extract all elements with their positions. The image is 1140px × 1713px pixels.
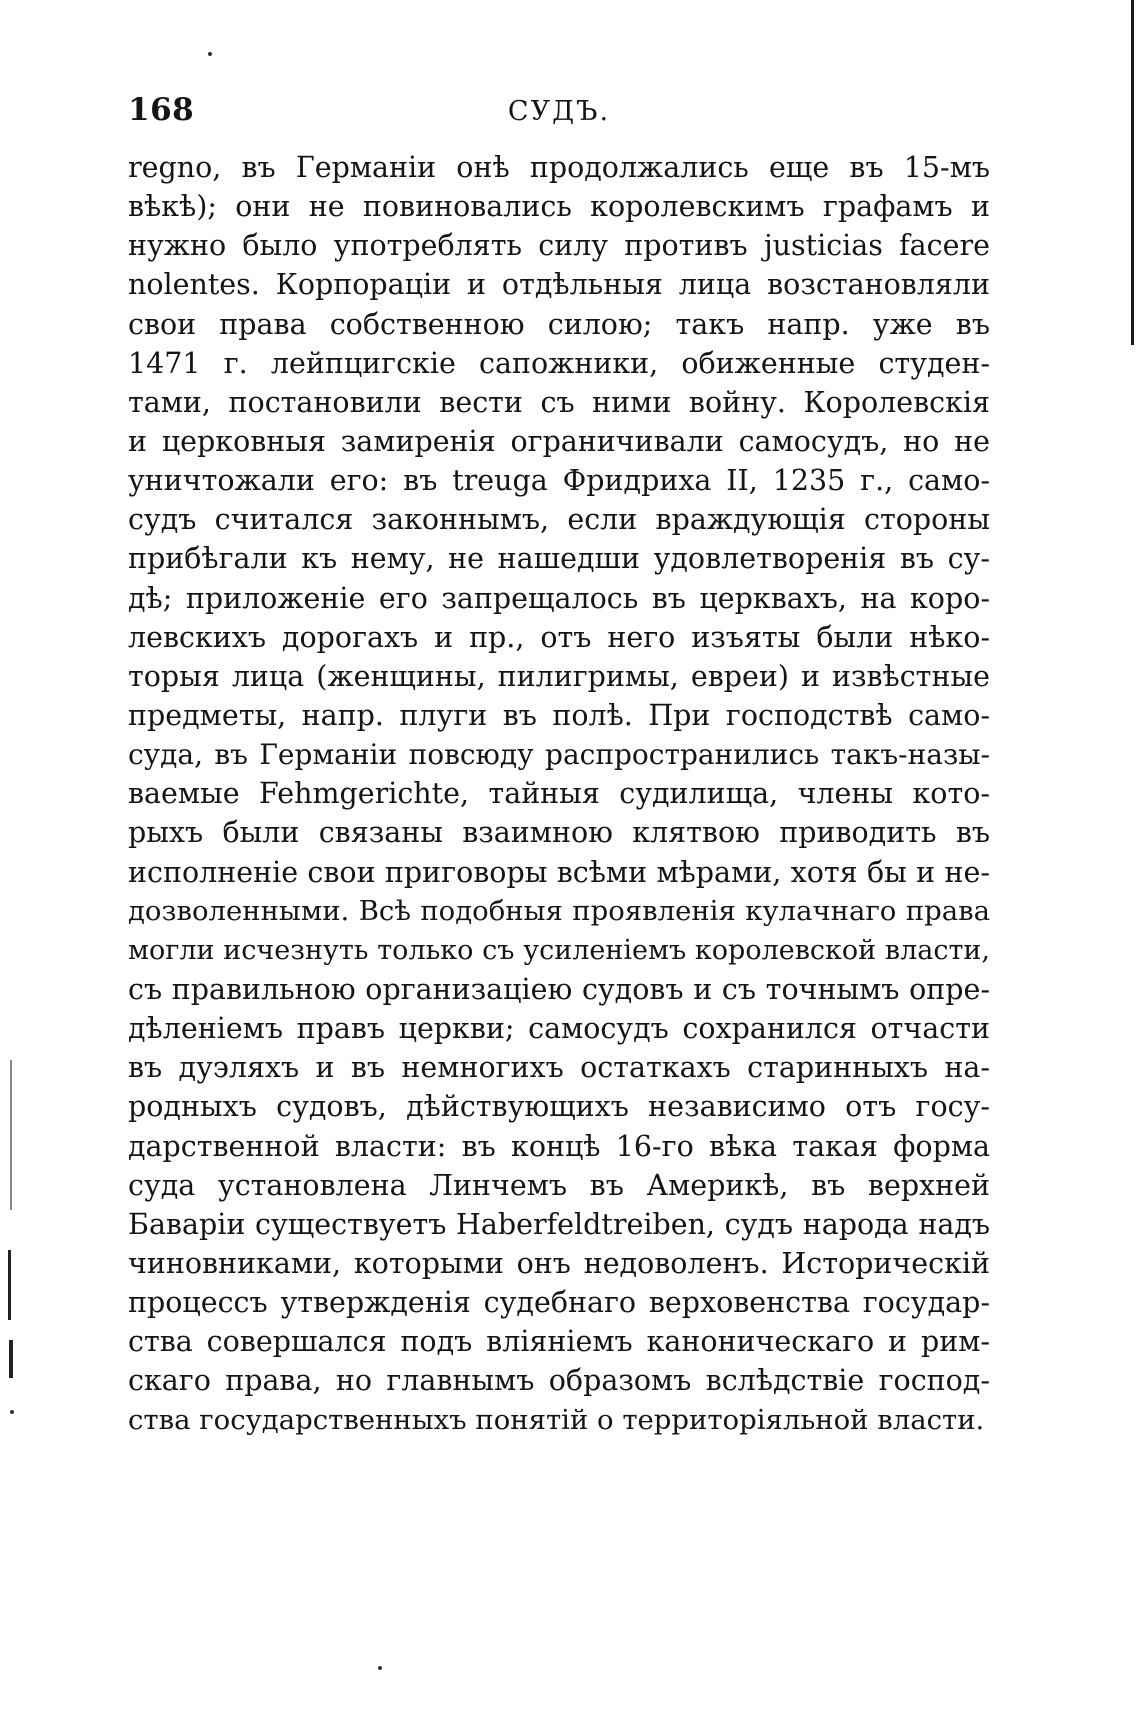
- text-line: въ дуэляхъ и въ немногихъ остаткахъ старинныхъ на-: [128, 1051, 990, 1085]
- margin-scan-artifact: [9, 1340, 13, 1378]
- page-speck: [208, 52, 212, 56]
- text-line: предметы, напр. плуги въ полѣ. При господствѣ само-: [128, 698, 990, 732]
- text-line: nolentes. Корпораціи и отдѣльныя лица возстановляли: [128, 268, 990, 302]
- running-title: СУДЪ.: [507, 96, 611, 127]
- page-speck: [378, 1666, 382, 1670]
- text-line: дѣленіемъ правъ церкви; самосудъ сохранился отчасти: [128, 1012, 990, 1046]
- text-line: процессъ утвержденія судебнаго верховенства государ-: [128, 1286, 990, 1320]
- text-line: суда установлена Линчемъ въ Америкѣ, въ верхней: [128, 1168, 990, 1202]
- text-line: ства государственныхъ понятій о территоріяльной власти.: [128, 1403, 985, 1436]
- text-line: уничтожали его: въ treuga Фридриха II, 1235 г., само-: [128, 464, 990, 498]
- text-line: могли исчезнуть только съ усиленіемъ королевской власти,: [128, 934, 990, 966]
- text-line: Баваріи существуетъ Haberfeldtreiben, судъ народа надъ: [128, 1207, 990, 1241]
- text-line: левскихъ дорогахъ и пр., отъ него изъяты были нѣко-: [128, 620, 990, 654]
- body-text: [128, 148, 990, 1440]
- text-line: исполненіе свои приговоры всѣми мѣрами, хотя бы и не-: [128, 855, 990, 889]
- text-line: суда, въ Германіи повсюду распространились такъ-назы-: [128, 738, 990, 772]
- text-line: дозволенными. Всѣ подобныя проявленія кулачнаго права: [128, 894, 990, 927]
- text-line: дѣ; приложеніе его запрещалось въ церквахъ, на коро-: [128, 581, 990, 615]
- text-line: чиновниками, которыми онъ недоволенъ. Историческій: [128, 1246, 990, 1280]
- text-line: судъ считался законнымъ, если враждующія стороны: [128, 503, 990, 537]
- text-line: родныхъ судовъ, дѣйствующихъ независимо отъ госу-: [128, 1090, 990, 1124]
- text-line: съ правильною организаціею судовъ и съ точнымъ опре-: [128, 972, 990, 1006]
- scan-edge-line: [1131, 0, 1134, 345]
- margin-scan-artifact: [8, 1250, 11, 1320]
- text-line: ства совершался подъ вліяніемъ каноническаго и рим-: [128, 1325, 990, 1359]
- text-line: и церковныя замиренія ограничивали самосудъ, но не: [128, 424, 990, 458]
- text-line: торыя лица (женщины, пилигримы, евреи) и извѣстные: [128, 659, 990, 693]
- text-line: рыхъ были связаны взаимною клятвою приводить въ: [128, 816, 990, 850]
- text-line: regno, въ Германіи онѣ продолжались еще въ 15-мъ: [128, 151, 990, 184]
- page-number: 168: [128, 92, 195, 128]
- text-line: ваемые Fehmgerichte, тайныя судилища, члены кото-: [128, 777, 990, 811]
- margin-speck: [10, 1410, 14, 1414]
- margin-scan-artifact: [10, 1060, 12, 1210]
- page-header: [128, 92, 990, 142]
- text-line: прибѣгали къ нему, не нашедши удовлетворенія въ су-: [128, 542, 990, 576]
- text-line: нужно было употреблять силу противъ justicias facere: [128, 229, 990, 263]
- text-line: тами, постановили вести съ ними войну. Королевскія: [128, 385, 990, 419]
- text-line: 1471 г. лейпцигскіе сапожники, обиженные студен-: [128, 346, 990, 380]
- text-line: скаго права, но главнымъ образомъ вслѣдствіе господ-: [128, 1364, 990, 1398]
- text-line: дарственной власти: въ концѣ 16-го вѣка такая форма: [128, 1129, 990, 1163]
- text-line: вѣкѣ); они не повиновались королевскимъ графамъ и: [128, 190, 990, 224]
- text-line: свои права собственною силою; такъ напр. уже въ: [128, 307, 990, 341]
